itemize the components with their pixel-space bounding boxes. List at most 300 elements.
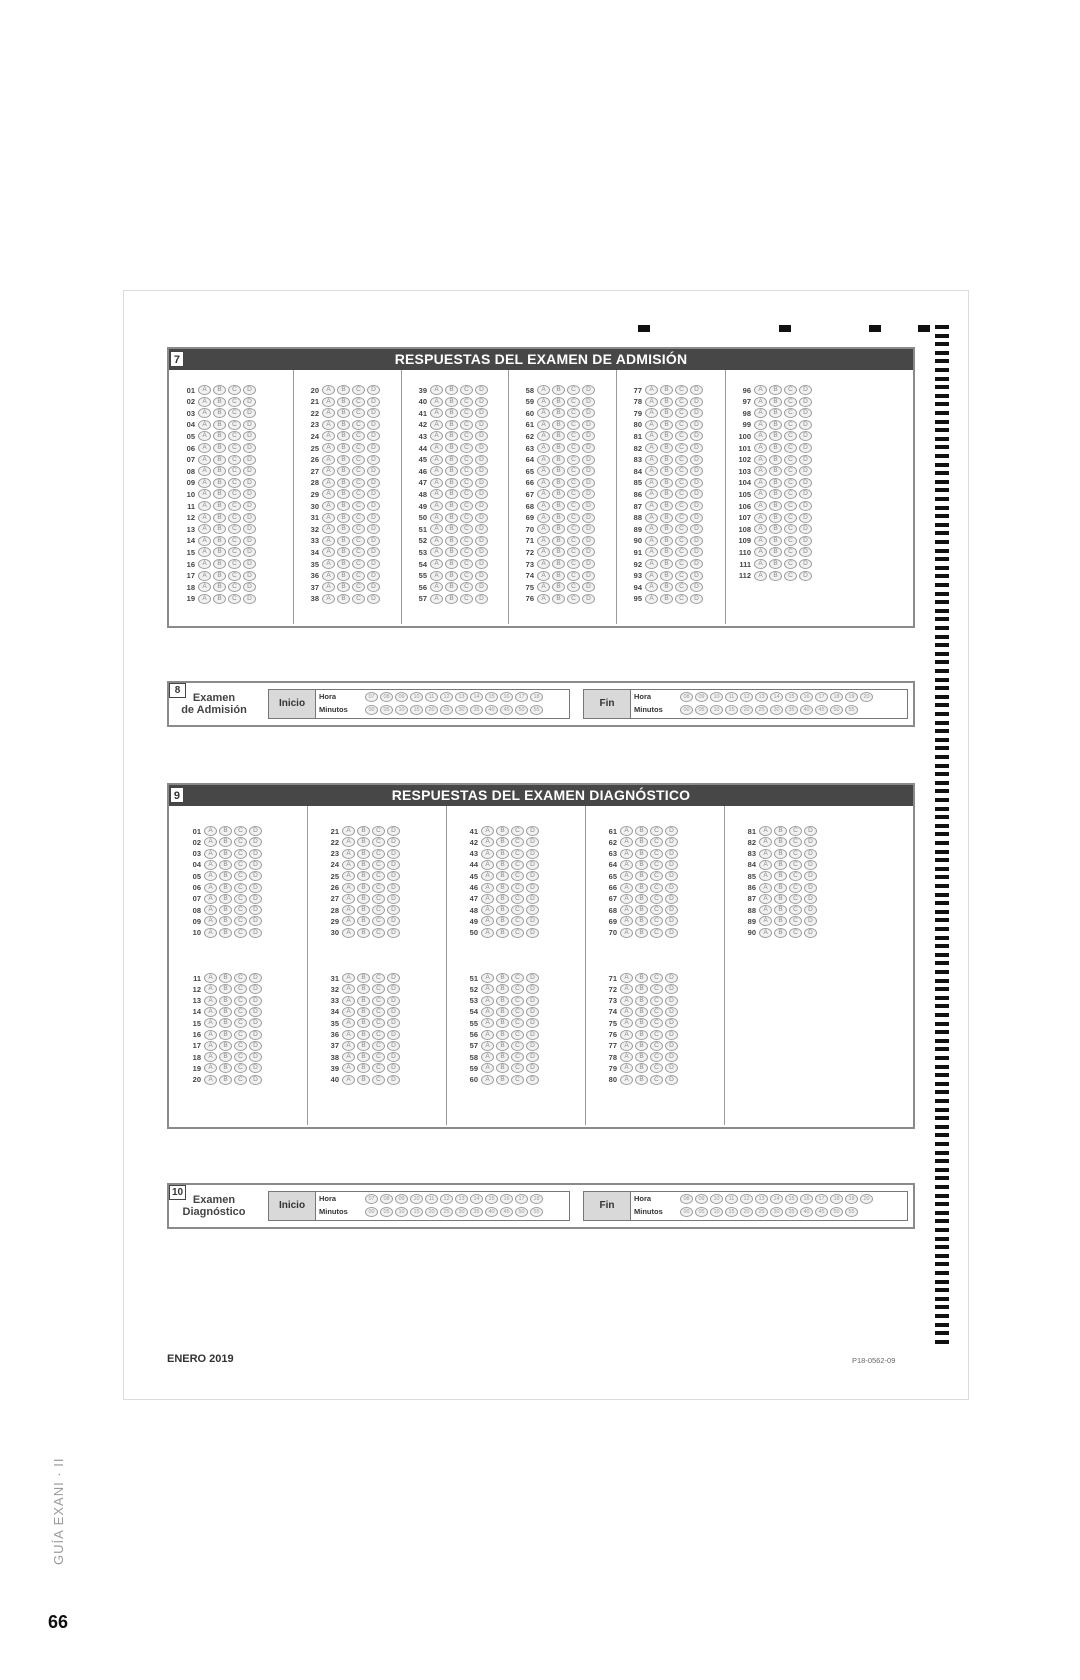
answer-bubble-b[interactable]: B xyxy=(635,1041,648,1051)
answer-bubble-a[interactable]: A xyxy=(754,385,767,395)
answer-bubble-d[interactable]: D xyxy=(387,905,400,915)
answer-bubble-b[interactable]: B xyxy=(213,443,226,453)
answer-bubble-b[interactable]: B xyxy=(219,928,232,938)
answer-bubble-d[interactable]: D xyxy=(243,478,256,488)
answer-bubble-c[interactable]: C xyxy=(372,826,385,836)
answer-bubble-d[interactable]: D xyxy=(582,420,595,430)
hour-bubble[interactable]: 12 xyxy=(740,1194,753,1204)
answer-bubble-d[interactable]: D xyxy=(249,849,262,859)
answer-bubble-c[interactable]: C xyxy=(234,1018,247,1028)
answer-bubble-d[interactable]: D xyxy=(249,1007,262,1017)
answer-bubble-b[interactable]: B xyxy=(635,837,648,847)
answer-bubble-c[interactable]: C xyxy=(372,984,385,994)
answer-bubble-a[interactable]: A xyxy=(204,1075,217,1085)
answer-bubble-c[interactable]: C xyxy=(675,431,688,441)
hour-bubble[interactable]: 14 xyxy=(770,692,783,702)
answer-bubble-b[interactable]: B xyxy=(357,916,370,926)
answer-bubble-b[interactable]: B xyxy=(635,860,648,870)
answer-bubble-c[interactable]: C xyxy=(675,501,688,511)
answer-bubble-c[interactable]: C xyxy=(567,408,580,418)
answer-bubble-b[interactable]: B xyxy=(337,524,350,534)
answer-bubble-d[interactable]: D xyxy=(526,984,539,994)
minute-bubble[interactable]: 20 xyxy=(425,705,438,715)
answer-bubble-a[interactable]: A xyxy=(342,1052,355,1062)
answer-bubble-a[interactable]: A xyxy=(342,860,355,870)
answer-bubble-c[interactable]: C xyxy=(372,1041,385,1051)
hour-bubble[interactable]: 14 xyxy=(770,1194,783,1204)
answer-bubble-a[interactable]: A xyxy=(198,397,211,407)
answer-bubble-a[interactable]: A xyxy=(342,1075,355,1085)
answer-bubble-b[interactable]: B xyxy=(337,466,350,476)
answer-bubble-a[interactable]: A xyxy=(754,431,767,441)
answer-bubble-d[interactable]: D xyxy=(526,1018,539,1028)
answer-bubble-c[interactable]: C xyxy=(675,397,688,407)
hour-bubble[interactable]: 19 xyxy=(845,1194,858,1204)
answer-bubble-c[interactable]: C xyxy=(784,466,797,476)
answer-bubble-b[interactable]: B xyxy=(635,826,648,836)
answer-bubble-a[interactable]: A xyxy=(759,860,772,870)
answer-bubble-d[interactable]: D xyxy=(249,1063,262,1073)
answer-bubble-c[interactable]: C xyxy=(460,559,473,569)
answer-bubble-c[interactable]: C xyxy=(784,501,797,511)
answer-bubble-c[interactable]: C xyxy=(511,1075,524,1085)
hour-bubble[interactable]: 14 xyxy=(470,1194,483,1204)
answer-bubble-d[interactable]: D xyxy=(249,883,262,893)
answer-bubble-a[interactable]: A xyxy=(620,826,633,836)
answer-bubble-a[interactable]: A xyxy=(430,524,443,534)
answer-bubble-c[interactable]: C xyxy=(675,513,688,523)
answer-bubble-d[interactable]: D xyxy=(387,837,400,847)
answer-bubble-c[interactable]: C xyxy=(234,1007,247,1017)
answer-bubble-a[interactable]: A xyxy=(645,397,658,407)
answer-bubble-a[interactable]: A xyxy=(754,559,767,569)
answer-bubble-b[interactable]: B xyxy=(357,849,370,859)
answer-bubble-a[interactable]: A xyxy=(481,916,494,926)
hour-bubble[interactable]: 11 xyxy=(725,692,738,702)
answer-bubble-c[interactable]: C xyxy=(784,397,797,407)
answer-bubble-b[interactable]: B xyxy=(445,513,458,523)
answer-bubble-b[interactable]: B xyxy=(219,1052,232,1062)
answer-bubble-c[interactable]: C xyxy=(460,455,473,465)
answer-bubble-c[interactable]: C xyxy=(228,489,241,499)
answer-bubble-c[interactable]: C xyxy=(234,996,247,1006)
answer-bubble-d[interactable]: D xyxy=(367,443,380,453)
minute-bubble[interactable]: 20 xyxy=(740,705,753,715)
answer-bubble-c[interactable]: C xyxy=(789,860,802,870)
answer-bubble-b[interactable]: B xyxy=(774,849,787,859)
answer-bubble-d[interactable]: D xyxy=(665,928,678,938)
answer-bubble-b[interactable]: B xyxy=(337,431,350,441)
answer-bubble-d[interactable]: D xyxy=(367,431,380,441)
answer-bubble-c[interactable]: C xyxy=(675,420,688,430)
answer-bubble-c[interactable]: C xyxy=(460,513,473,523)
answer-bubble-d[interactable]: D xyxy=(249,928,262,938)
answer-bubble-d[interactable]: D xyxy=(799,571,812,581)
answer-bubble-c[interactable]: C xyxy=(372,1030,385,1040)
answer-bubble-a[interactable]: A xyxy=(754,455,767,465)
answer-bubble-d[interactable]: D xyxy=(665,837,678,847)
answer-bubble-c[interactable]: C xyxy=(675,478,688,488)
answer-bubble-a[interactable]: A xyxy=(322,594,335,604)
answer-bubble-c[interactable]: C xyxy=(460,547,473,557)
answer-bubble-b[interactable]: B xyxy=(213,466,226,476)
minute-bubble[interactable]: 05 xyxy=(695,705,708,715)
answer-bubble-b[interactable]: B xyxy=(660,582,673,592)
answer-bubble-c[interactable]: C xyxy=(567,420,580,430)
answer-bubble-d[interactable]: D xyxy=(799,455,812,465)
answer-bubble-c[interactable]: C xyxy=(228,501,241,511)
answer-bubble-a[interactable]: A xyxy=(430,582,443,592)
answer-bubble-d[interactable]: D xyxy=(475,571,488,581)
answer-bubble-c[interactable]: C xyxy=(352,536,365,546)
answer-bubble-d[interactable]: D xyxy=(690,466,703,476)
answer-bubble-c[interactable]: C xyxy=(567,547,580,557)
answer-bubble-c[interactable]: C xyxy=(228,443,241,453)
answer-bubble-c[interactable]: C xyxy=(352,420,365,430)
answer-bubble-a[interactable]: A xyxy=(342,894,355,904)
answer-bubble-c[interactable]: C xyxy=(372,1007,385,1017)
answer-bubble-d[interactable]: D xyxy=(243,513,256,523)
answer-bubble-a[interactable]: A xyxy=(342,916,355,926)
answer-bubble-b[interactable]: B xyxy=(774,871,787,881)
answer-bubble-a[interactable]: A xyxy=(198,466,211,476)
answer-bubble-d[interactable]: D xyxy=(690,420,703,430)
answer-bubble-b[interactable]: B xyxy=(445,582,458,592)
answer-bubble-a[interactable]: A xyxy=(620,916,633,926)
answer-bubble-d[interactable]: D xyxy=(475,466,488,476)
answer-bubble-b[interactable]: B xyxy=(219,837,232,847)
answer-bubble-a[interactable]: A xyxy=(620,883,633,893)
answer-bubble-a[interactable]: A xyxy=(537,420,550,430)
answer-bubble-d[interactable]: D xyxy=(367,397,380,407)
answer-bubble-d[interactable]: D xyxy=(690,489,703,499)
answer-bubble-b[interactable]: B xyxy=(337,420,350,430)
answer-bubble-c[interactable]: C xyxy=(511,849,524,859)
answer-bubble-b[interactable]: B xyxy=(337,443,350,453)
answer-bubble-c[interactable]: C xyxy=(789,837,802,847)
answer-bubble-b[interactable]: B xyxy=(445,547,458,557)
answer-bubble-d[interactable]: D xyxy=(367,547,380,557)
answer-bubble-b[interactable]: B xyxy=(496,849,509,859)
hour-bubble[interactable]: 18 xyxy=(830,1194,843,1204)
answer-bubble-c[interactable]: C xyxy=(784,571,797,581)
answer-bubble-b[interactable]: B xyxy=(213,571,226,581)
answer-bubble-a[interactable]: A xyxy=(342,905,355,915)
answer-bubble-c[interactable]: C xyxy=(567,478,580,488)
answer-bubble-a[interactable]: A xyxy=(204,916,217,926)
hour-bubble[interactable]: 15 xyxy=(485,1194,498,1204)
answer-bubble-a[interactable]: A xyxy=(754,408,767,418)
answer-bubble-d[interactable]: D xyxy=(526,883,539,893)
answer-bubble-d[interactable]: D xyxy=(243,547,256,557)
answer-bubble-b[interactable]: B xyxy=(660,513,673,523)
answer-bubble-b[interactable]: B xyxy=(445,466,458,476)
answer-bubble-c[interactable]: C xyxy=(675,455,688,465)
answer-bubble-b[interactable]: B xyxy=(357,1007,370,1017)
answer-bubble-d[interactable]: D xyxy=(475,420,488,430)
answer-bubble-a[interactable]: A xyxy=(537,443,550,453)
minute-bubble[interactable]: 15 xyxy=(725,1207,738,1217)
answer-bubble-a[interactable]: A xyxy=(620,837,633,847)
answer-bubble-a[interactable]: A xyxy=(342,1041,355,1051)
answer-bubble-b[interactable]: B xyxy=(213,455,226,465)
answer-bubble-a[interactable]: A xyxy=(754,443,767,453)
answer-bubble-b[interactable]: B xyxy=(552,571,565,581)
answer-bubble-d[interactable]: D xyxy=(387,1007,400,1017)
answer-bubble-a[interactable]: A xyxy=(342,1007,355,1017)
answer-bubble-a[interactable]: A xyxy=(430,455,443,465)
answer-bubble-b[interactable]: B xyxy=(769,559,782,569)
answer-bubble-a[interactable]: A xyxy=(322,501,335,511)
answer-bubble-c[interactable]: C xyxy=(228,524,241,534)
answer-bubble-d[interactable]: D xyxy=(387,1030,400,1040)
answer-bubble-d[interactable]: D xyxy=(243,397,256,407)
answer-bubble-b[interactable]: B xyxy=(219,883,232,893)
answer-bubble-b[interactable]: B xyxy=(213,431,226,441)
answer-bubble-b[interactable]: B xyxy=(552,385,565,395)
answer-bubble-a[interactable]: A xyxy=(481,849,494,859)
answer-bubble-c[interactable]: C xyxy=(511,1007,524,1017)
answer-bubble-d[interactable]: D xyxy=(690,513,703,523)
hour-bubble[interactable]: 12 xyxy=(740,692,753,702)
answer-bubble-c[interactable]: C xyxy=(372,916,385,926)
answer-bubble-d[interactable]: D xyxy=(475,559,488,569)
answer-bubble-c[interactable]: C xyxy=(650,1063,663,1073)
answer-bubble-c[interactable]: C xyxy=(460,420,473,430)
answer-bubble-d[interactable]: D xyxy=(582,559,595,569)
answer-bubble-b[interactable]: B xyxy=(660,455,673,465)
answer-bubble-a[interactable]: A xyxy=(430,443,443,453)
answer-bubble-d[interactable]: D xyxy=(367,478,380,488)
answer-bubble-c[interactable]: C xyxy=(372,849,385,859)
answer-bubble-d[interactable]: D xyxy=(475,536,488,546)
answer-bubble-b[interactable]: B xyxy=(774,837,787,847)
answer-bubble-c[interactable]: C xyxy=(228,431,241,441)
answer-bubble-a[interactable]: A xyxy=(322,431,335,441)
answer-bubble-a[interactable]: A xyxy=(430,513,443,523)
answer-bubble-c[interactable]: C xyxy=(460,385,473,395)
minute-bubble[interactable]: 50 xyxy=(830,1207,843,1217)
hour-bubble[interactable]: 18 xyxy=(530,692,543,702)
answer-bubble-a[interactable]: A xyxy=(620,1018,633,1028)
answer-bubble-a[interactable]: A xyxy=(537,397,550,407)
answer-bubble-d[interactable]: D xyxy=(387,1018,400,1028)
answer-bubble-c[interactable]: C xyxy=(234,871,247,881)
answer-bubble-a[interactable]: A xyxy=(481,837,494,847)
answer-bubble-b[interactable]: B xyxy=(496,1030,509,1040)
answer-bubble-c[interactable]: C xyxy=(234,837,247,847)
answer-bubble-c[interactable]: C xyxy=(511,916,524,926)
answer-bubble-d[interactable]: D xyxy=(243,385,256,395)
answer-bubble-a[interactable]: A xyxy=(198,594,211,604)
answer-bubble-d[interactable]: D xyxy=(243,536,256,546)
hour-bubble[interactable]: 13 xyxy=(755,692,768,702)
answer-bubble-b[interactable]: B xyxy=(769,524,782,534)
answer-bubble-d[interactable]: D xyxy=(665,905,678,915)
answer-bubble-d[interactable]: D xyxy=(690,501,703,511)
answer-bubble-a[interactable]: A xyxy=(537,547,550,557)
answer-bubble-b[interactable]: B xyxy=(660,524,673,534)
answer-bubble-d[interactable]: D xyxy=(367,501,380,511)
answer-bubble-a[interactable]: A xyxy=(645,455,658,465)
answer-bubble-c[interactable]: C xyxy=(460,478,473,488)
answer-bubble-a[interactable]: A xyxy=(198,547,211,557)
answer-bubble-b[interactable]: B xyxy=(496,1041,509,1051)
answer-bubble-c[interactable]: C xyxy=(567,397,580,407)
answer-bubble-b[interactable]: B xyxy=(219,849,232,859)
answer-bubble-b[interactable]: B xyxy=(337,455,350,465)
answer-bubble-b[interactable]: B xyxy=(769,489,782,499)
minute-bubble[interactable]: 05 xyxy=(380,705,393,715)
answer-bubble-a[interactable]: A xyxy=(620,871,633,881)
answer-bubble-a[interactable]: A xyxy=(430,594,443,604)
hour-bubble[interactable]: 09 xyxy=(395,1194,408,1204)
answer-bubble-b[interactable]: B xyxy=(552,524,565,534)
answer-bubble-c[interactable]: C xyxy=(228,571,241,581)
answer-bubble-a[interactable]: A xyxy=(645,478,658,488)
answer-bubble-b[interactable]: B xyxy=(774,860,787,870)
answer-bubble-b[interactable]: B xyxy=(635,905,648,915)
answer-bubble-a[interactable]: A xyxy=(620,1052,633,1062)
answer-bubble-b[interactable]: B xyxy=(660,431,673,441)
answer-bubble-c[interactable]: C xyxy=(228,478,241,488)
answer-bubble-d[interactable]: D xyxy=(799,547,812,557)
answer-bubble-a[interactable]: A xyxy=(198,582,211,592)
answer-bubble-c[interactable]: C xyxy=(650,849,663,859)
answer-bubble-c[interactable]: C xyxy=(784,431,797,441)
answer-bubble-b[interactable]: B xyxy=(357,973,370,983)
answer-bubble-b[interactable]: B xyxy=(219,826,232,836)
answer-bubble-a[interactable]: A xyxy=(537,501,550,511)
answer-bubble-d[interactable]: D xyxy=(367,559,380,569)
answer-bubble-c[interactable]: C xyxy=(567,582,580,592)
answer-bubble-c[interactable]: C xyxy=(511,996,524,1006)
answer-bubble-d[interactable]: D xyxy=(387,1063,400,1073)
answer-bubble-a[interactable]: A xyxy=(645,559,658,569)
answer-bubble-a[interactable]: A xyxy=(322,559,335,569)
answer-bubble-a[interactable]: A xyxy=(204,996,217,1006)
hour-bubble[interactable]: 09 xyxy=(395,692,408,702)
answer-bubble-d[interactable]: D xyxy=(804,894,817,904)
answer-bubble-d[interactable]: D xyxy=(582,582,595,592)
hour-bubble[interactable]: 10 xyxy=(710,1194,723,1204)
answer-bubble-b[interactable]: B xyxy=(337,571,350,581)
hour-bubble[interactable]: 19 xyxy=(845,692,858,702)
hour-bubble[interactable]: 08 xyxy=(380,1194,393,1204)
answer-bubble-b[interactable]: B xyxy=(357,1052,370,1062)
answer-bubble-b[interactable]: B xyxy=(357,860,370,870)
answer-bubble-a[interactable]: A xyxy=(322,397,335,407)
minute-bubble[interactable]: 45 xyxy=(500,1207,513,1217)
answer-bubble-c[interactable]: C xyxy=(789,826,802,836)
answer-bubble-d[interactable]: D xyxy=(387,1075,400,1085)
answer-bubble-b[interactable]: B xyxy=(774,894,787,904)
answer-bubble-b[interactable]: B xyxy=(445,385,458,395)
answer-bubble-d[interactable]: D xyxy=(690,455,703,465)
answer-bubble-d[interactable]: D xyxy=(526,973,539,983)
answer-bubble-d[interactable]: D xyxy=(582,524,595,534)
answer-bubble-a[interactable]: A xyxy=(322,455,335,465)
answer-bubble-c[interactable]: C xyxy=(228,513,241,523)
answer-bubble-b[interactable]: B xyxy=(660,536,673,546)
answer-bubble-a[interactable]: A xyxy=(204,984,217,994)
answer-bubble-c[interactable]: C xyxy=(460,408,473,418)
answer-bubble-c[interactable]: C xyxy=(352,547,365,557)
answer-bubble-b[interactable]: B xyxy=(660,478,673,488)
answer-bubble-b[interactable]: B xyxy=(445,397,458,407)
answer-bubble-b[interactable]: B xyxy=(635,996,648,1006)
answer-bubble-c[interactable]: C xyxy=(789,883,802,893)
answer-bubble-d[interactable]: D xyxy=(526,1063,539,1073)
answer-bubble-a[interactable]: A xyxy=(204,1063,217,1073)
answer-bubble-a[interactable]: A xyxy=(537,524,550,534)
answer-bubble-a[interactable]: A xyxy=(342,849,355,859)
answer-bubble-c[interactable]: C xyxy=(372,871,385,881)
answer-bubble-b[interactable]: B xyxy=(660,397,673,407)
answer-bubble-b[interactable]: B xyxy=(357,1041,370,1051)
answer-bubble-a[interactable]: A xyxy=(204,1007,217,1017)
answer-bubble-a[interactable]: A xyxy=(537,455,550,465)
answer-bubble-a[interactable]: A xyxy=(759,894,772,904)
answer-bubble-d[interactable]: D xyxy=(387,1041,400,1051)
minute-bubble[interactable]: 00 xyxy=(365,1207,378,1217)
answer-bubble-c[interactable]: C xyxy=(784,524,797,534)
answer-bubble-b[interactable]: B xyxy=(357,837,370,847)
answer-bubble-a[interactable]: A xyxy=(620,1007,633,1017)
hour-bubble[interactable]: 15 xyxy=(785,1194,798,1204)
hour-bubble[interactable]: 15 xyxy=(785,692,798,702)
answer-bubble-d[interactable]: D xyxy=(387,916,400,926)
answer-bubble-a[interactable]: A xyxy=(537,466,550,476)
answer-bubble-d[interactable]: D xyxy=(799,478,812,488)
answer-bubble-c[interactable]: C xyxy=(650,883,663,893)
answer-bubble-a[interactable]: A xyxy=(198,536,211,546)
answer-bubble-b[interactable]: B xyxy=(219,1075,232,1085)
answer-bubble-a[interactable]: A xyxy=(759,928,772,938)
answer-bubble-a[interactable]: A xyxy=(481,996,494,1006)
answer-bubble-c[interactable]: C xyxy=(650,837,663,847)
answer-bubble-d[interactable]: D xyxy=(804,837,817,847)
answer-bubble-c[interactable]: C xyxy=(460,466,473,476)
answer-bubble-b[interactable]: B xyxy=(769,501,782,511)
answer-bubble-a[interactable]: A xyxy=(198,571,211,581)
answer-bubble-b[interactable]: B xyxy=(769,478,782,488)
answer-bubble-b[interactable]: B xyxy=(635,1030,648,1040)
answer-bubble-c[interactable]: C xyxy=(372,837,385,847)
minute-bubble[interactable]: 50 xyxy=(515,1207,528,1217)
hour-bubble[interactable]: 11 xyxy=(425,1194,438,1204)
answer-bubble-a[interactable]: A xyxy=(204,928,217,938)
answer-bubble-a[interactable]: A xyxy=(645,582,658,592)
minute-bubble[interactable]: 05 xyxy=(695,1207,708,1217)
answer-bubble-c[interactable]: C xyxy=(567,501,580,511)
answer-bubble-b[interactable]: B xyxy=(219,1063,232,1073)
answer-bubble-b[interactable]: B xyxy=(337,489,350,499)
answer-bubble-b[interactable]: B xyxy=(635,1018,648,1028)
hour-bubble[interactable]: 10 xyxy=(410,1194,423,1204)
answer-bubble-b[interactable]: B xyxy=(496,826,509,836)
answer-bubble-c[interactable]: C xyxy=(567,466,580,476)
answer-bubble-c[interactable]: C xyxy=(228,582,241,592)
answer-bubble-c[interactable]: C xyxy=(352,466,365,476)
answer-bubble-d[interactable]: D xyxy=(582,501,595,511)
minute-bubble[interactable]: 20 xyxy=(425,1207,438,1217)
answer-bubble-a[interactable]: A xyxy=(430,420,443,430)
answer-bubble-b[interactable]: B xyxy=(219,905,232,915)
hour-bubble[interactable]: 20 xyxy=(860,1194,873,1204)
answer-bubble-b[interactable]: B xyxy=(635,871,648,881)
answer-bubble-c[interactable]: C xyxy=(352,559,365,569)
